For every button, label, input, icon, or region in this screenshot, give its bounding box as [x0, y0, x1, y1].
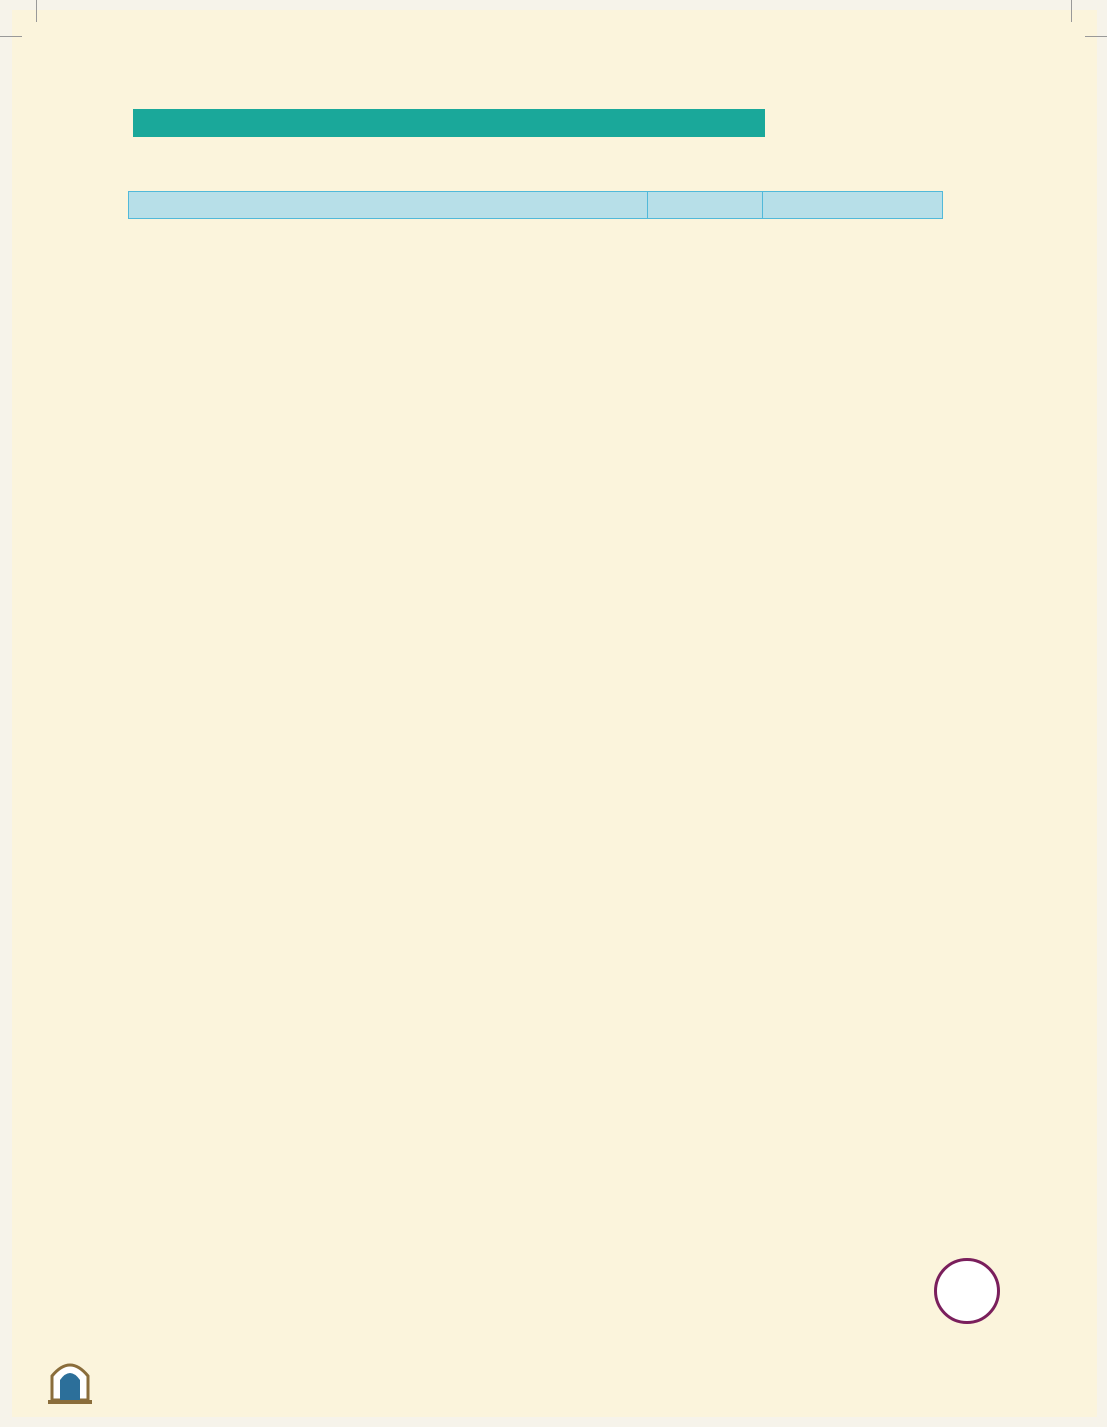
crop-mark	[0, 36, 22, 37]
crop-mark	[1071, 0, 1072, 22]
page-number	[934, 1258, 1000, 1324]
header-definition	[129, 192, 648, 219]
answers-portal-logo-icon	[30, 1350, 110, 1420]
crop-mark	[1085, 36, 1107, 37]
section-banner	[133, 109, 765, 137]
header-choice	[648, 192, 763, 219]
table-header-row	[129, 192, 943, 219]
header-term	[763, 192, 943, 219]
crop-mark	[36, 0, 37, 22]
ministry-logo-icon	[62, 1252, 197, 1296]
chapter-label	[630, 1281, 770, 1299]
page-background	[12, 10, 1097, 1417]
matching-table	[128, 191, 943, 219]
